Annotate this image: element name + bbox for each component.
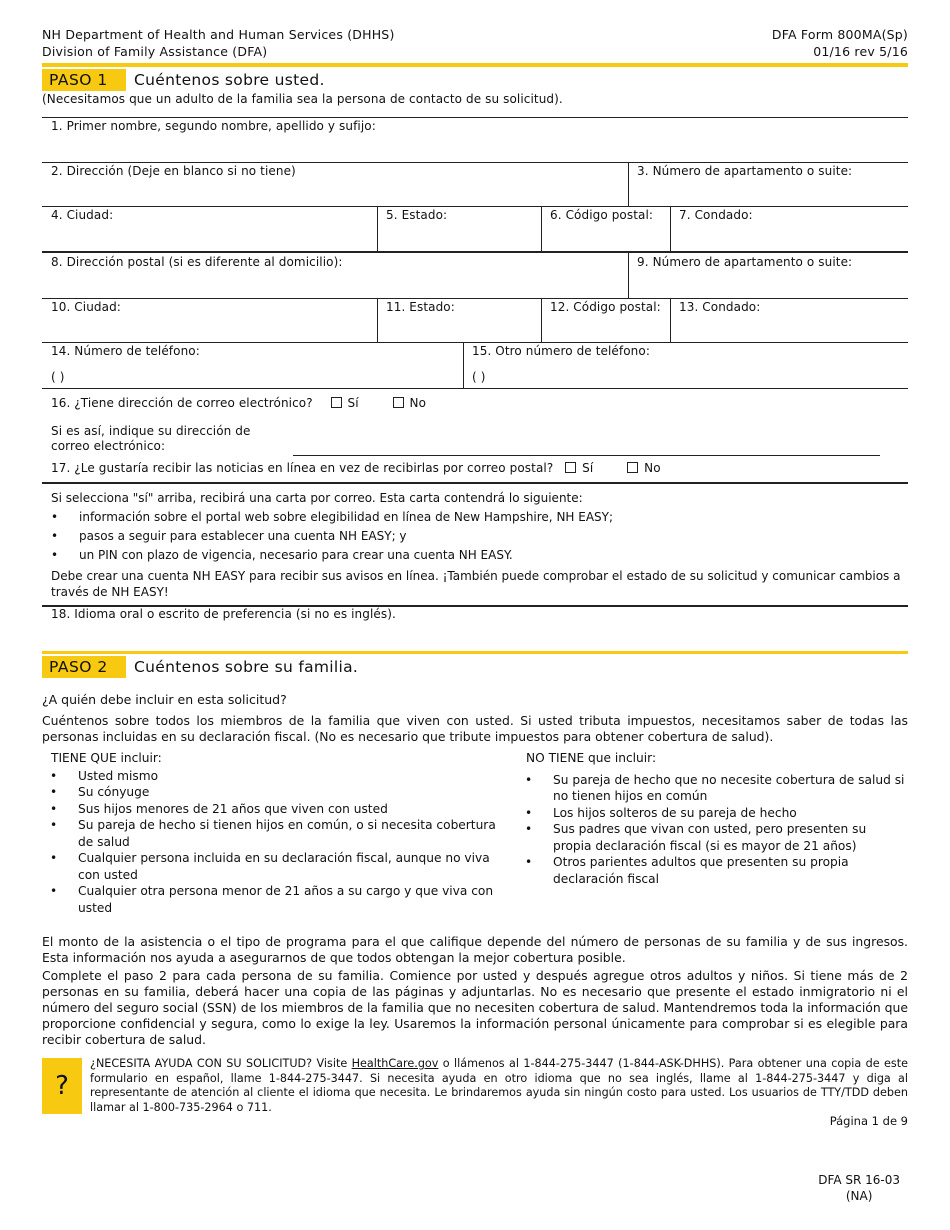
- divider: [670, 298, 671, 342]
- help-text: [90, 1057, 908, 1115]
- step2-paragraph-instructions: Complete el paso 2 para cada persona de su familia. Comience por usted y después agregue otros adultos y niños. Si tiene más de 2 personas en su familia, deberá hacer una copia de las páginas y adjuntarlas. No es necesario que presente el estado inmigratorio ni el número del seguro social (SSN) de los miembros de la familia que no necesiten cobertura de salud. Mantendremos toda la información que proporcione confidencial y segura, como lo exige la ley. Usaremos la información personal únicamente para comprobar si es elegible para recibir cobertura de salud.: [42, 968, 908, 1047]
- online-no-checkbox[interactable]: [627, 462, 638, 473]
- field-label-other-phone: 15. Otro número de teléfono:: [472, 344, 650, 358]
- phone-input[interactable]: ( ): [51, 370, 65, 384]
- form-revision: 01/16 rev 5/16: [813, 44, 908, 59]
- nh-easy-info: [51, 489, 906, 600]
- healthcare-gov-link[interactable]: HealthCare.gov: [351, 1057, 439, 1070]
- online-yes-checkbox[interactable]: [565, 462, 576, 473]
- page-number: Página 1 de 9: [829, 1114, 908, 1128]
- must-include-heading: TIENE QUE incluir:: [51, 751, 162, 765]
- divider: [42, 388, 908, 389]
- divider: [628, 162, 629, 206]
- other-phone-input[interactable]: ( ): [472, 370, 486, 384]
- divider: [42, 251, 908, 253]
- field-label-email-question: 16. ¿Tiene dirección de correo electrónico?: [51, 396, 313, 410]
- agency-line2: Division of Family Assistance (DFA): [42, 44, 268, 59]
- email-address-label-line2: correo electrónico:: [51, 439, 166, 453]
- email-no-checkbox[interactable]: [393, 397, 404, 408]
- email-yes-checkbox[interactable]: [331, 397, 342, 408]
- name-input[interactable]: [42, 136, 908, 161]
- email-address-label-line1: Si es así, indique su dirección de: [51, 424, 251, 438]
- list-item: • Otros parientes adultos que presenten su propia declaración fiscal: [517, 854, 906, 887]
- must-include-column: [51, 750, 503, 916]
- footer-code-line1: DFA SR 16-03: [818, 1173, 900, 1187]
- mailing-city-input[interactable]: [42, 317, 375, 341]
- online-notices-question: [51, 461, 661, 476]
- field-label-mailing-city: 10. Ciudad:: [51, 300, 121, 314]
- field-label-online-notices: 17. ¿Le gustaría recibir las noticias en línea en vez de recibirlas por correo postal?: [51, 461, 554, 475]
- step2-rule: [42, 651, 908, 654]
- help-text-intro: ¿NECESITA AYUDA CON SU SOLICITUD? Visite: [90, 1057, 352, 1070]
- agency-name: [42, 26, 395, 60]
- nh-easy-closing: Debe crear una cuenta NH EASY para recibir sus avisos en línea. ¡También puede comprobar el estado de su solicitud y comunicar cambios a través de NH EASY!: [51, 569, 901, 599]
- list-item: • Los hijos solteros de su pareja de hecho: [517, 805, 906, 822]
- field-label-county: 7. Condado:: [679, 208, 753, 222]
- must-include-list: [42, 768, 503, 917]
- field-label-mailing: 8. Dirección postal (si es diferente al domicilio):: [51, 255, 343, 269]
- mailing-address-input[interactable]: [42, 272, 626, 297]
- field-label-state: 5. Estado:: [386, 208, 448, 222]
- step1-rule: [42, 63, 908, 67]
- nh-easy-list: [43, 508, 906, 565]
- field-label-name: 1. Primer nombre, segundo nombre, apellido y sufijo:: [51, 119, 376, 133]
- address-input[interactable]: [42, 180, 626, 205]
- nh-easy-intro: Si selecciona "sí" arriba, recibirá una carta por correo. Esta carta contendrá lo siguiente:: [51, 491, 583, 505]
- form-id-block: [772, 26, 908, 60]
- field-label-mailing-county: 13. Condado:: [679, 300, 761, 314]
- online-no-label: No: [644, 461, 661, 475]
- step1-title: Cuéntenos sobre usted.: [134, 71, 325, 89]
- list-item: • Sus padres que vivan con usted, pero presenten su propia declaración fiscal (si es mayor de 21 años): [517, 821, 906, 854]
- step2-intro: Cuéntenos sobre todos los miembros de la familia que viven con usted. Si usted tributa impuestos, necesitamos saber de todas las personas incluidas en su declaración fiscal. (No es necesario que tribute impuestos para obtener cobertura de salud).: [42, 713, 908, 744]
- online-yes-label: Sí: [582, 461, 594, 475]
- field-label-email-address: [51, 424, 250, 454]
- divider: [463, 342, 464, 388]
- agency-line1: NH Department of Health and Human Services (DHHS): [42, 27, 395, 42]
- divider: [42, 162, 908, 163]
- email-question: [51, 396, 426, 411]
- not-include-heading: NO TIENE que incluir:: [526, 751, 657, 765]
- help-question-icon: ?: [42, 1058, 82, 1114]
- divider: [541, 206, 542, 251]
- field-label-mailing-zip: 12. Código postal:: [550, 300, 661, 314]
- form-id: DFA Form 800MA(Sp): [771, 27, 908, 42]
- not-include-column: [526, 750, 906, 887]
- list-item: • un PIN con plazo de vigencia, necesario para crear una cuenta NH EASY.: [43, 546, 906, 565]
- divider: [42, 298, 908, 299]
- list-item: • Cualquier otra persona menor de 21 años a su cargo y que viva con usted: [42, 883, 503, 916]
- mailing-apt-input[interactable]: [630, 272, 908, 297]
- apt-input[interactable]: [630, 180, 908, 205]
- field-label-language: 18. Idioma oral o escrito de preferencia (si no es inglés).: [51, 607, 396, 621]
- list-item: • Su pareja de hecho que no necesite cobertura de salud si no tienen hijos en común: [517, 772, 906, 805]
- language-input[interactable]: [42, 624, 908, 646]
- field-label-mailing-apt: 9. Número de apartamento o suite:: [637, 255, 853, 269]
- list-item: • Su pareja de hecho si tienen hijos en común, o si necesita cobertura de salud: [42, 817, 503, 850]
- city-input[interactable]: [42, 225, 375, 249]
- field-label-zip: 6. Código postal:: [550, 208, 654, 222]
- step2-badge: PASO 2: [42, 656, 126, 678]
- divider: [377, 206, 378, 251]
- email-no-label: No: [409, 396, 427, 410]
- divider: [42, 482, 908, 484]
- email-yes-label: Sí: [347, 396, 359, 410]
- divider: [42, 206, 908, 207]
- state-input[interactable]: [379, 225, 539, 249]
- zip-input[interactable]: [543, 225, 668, 249]
- help-text-details: o llámenos al 1-844-275-3447 (1-844-ASK-DHHS). Para obtener una copia de este formulario en español, llame 1-844-275-3447. Si necesita ayuda en otro idioma que no sea inglés, llame al 1-844-275-3447 y diga al representante de atención al cliente el idioma que necesita. Le brindaremos ayuda sin ningún costo para usted. Los usuarios de TTY/TDD deben llamar al 1-800-735-2964 o 711.: [90, 1057, 908, 1114]
- step2-question: ¿A quién debe incluir en esta solicitud?: [42, 692, 287, 707]
- divider: [42, 117, 908, 118]
- step1-subtitle: (Necesitamos que un adulto de la familia sea la persona de contacto de su solicitud).: [42, 92, 563, 106]
- list-item: • información sobre el portal web sobre elegibilidad en línea de New Hampshire, NH EASY;: [43, 508, 906, 527]
- divider: [377, 298, 378, 342]
- mailing-state-input[interactable]: [379, 317, 539, 341]
- field-label-city: 4. Ciudad:: [51, 208, 114, 222]
- list-item: • pasos a seguir para establecer una cuenta NH EASY; y: [43, 527, 906, 546]
- list-item: • Usted mismo: [42, 768, 503, 785]
- email-input[interactable]: [293, 455, 880, 456]
- divider: [42, 342, 908, 343]
- field-label-phone: 14. Número de teléfono:: [51, 344, 200, 358]
- step1-badge: PASO 1: [42, 69, 126, 91]
- list-item: • Cualquier persona incluida en su declaración fiscal, aunque no viva con usted: [42, 850, 503, 883]
- not-include-list: [517, 772, 906, 888]
- mailing-county-input[interactable]: [672, 317, 908, 341]
- mailing-zip-input[interactable]: [543, 317, 668, 341]
- field-label-mailing-state: 11. Estado:: [386, 300, 455, 314]
- divider: [670, 206, 671, 251]
- footer-code-line2: (NA): [845, 1189, 873, 1203]
- list-item: • Sus hijos menores de 21 años que viven con usted: [42, 801, 503, 818]
- county-input[interactable]: [672, 225, 908, 249]
- footer-code: [818, 1172, 900, 1204]
- list-item: • Su cónyuge: [42, 784, 503, 801]
- field-label-apt: 3. Número de apartamento o suite:: [637, 164, 853, 178]
- step2-paragraph-assistance: El monto de la asistencia o el tipo de programa para el que califique depende del número de personas de su familia y de sus ingresos. Esta información nos ayuda a asegurarnos de que todos obtengan la mejor cobertura posible.: [42, 934, 908, 965]
- step2-title: Cuéntenos sobre su familia.: [134, 658, 359, 676]
- divider: [628, 252, 629, 298]
- divider: [541, 298, 542, 342]
- field-label-address: 2. Dirección (Deje en blanco si no tiene): [51, 164, 296, 178]
